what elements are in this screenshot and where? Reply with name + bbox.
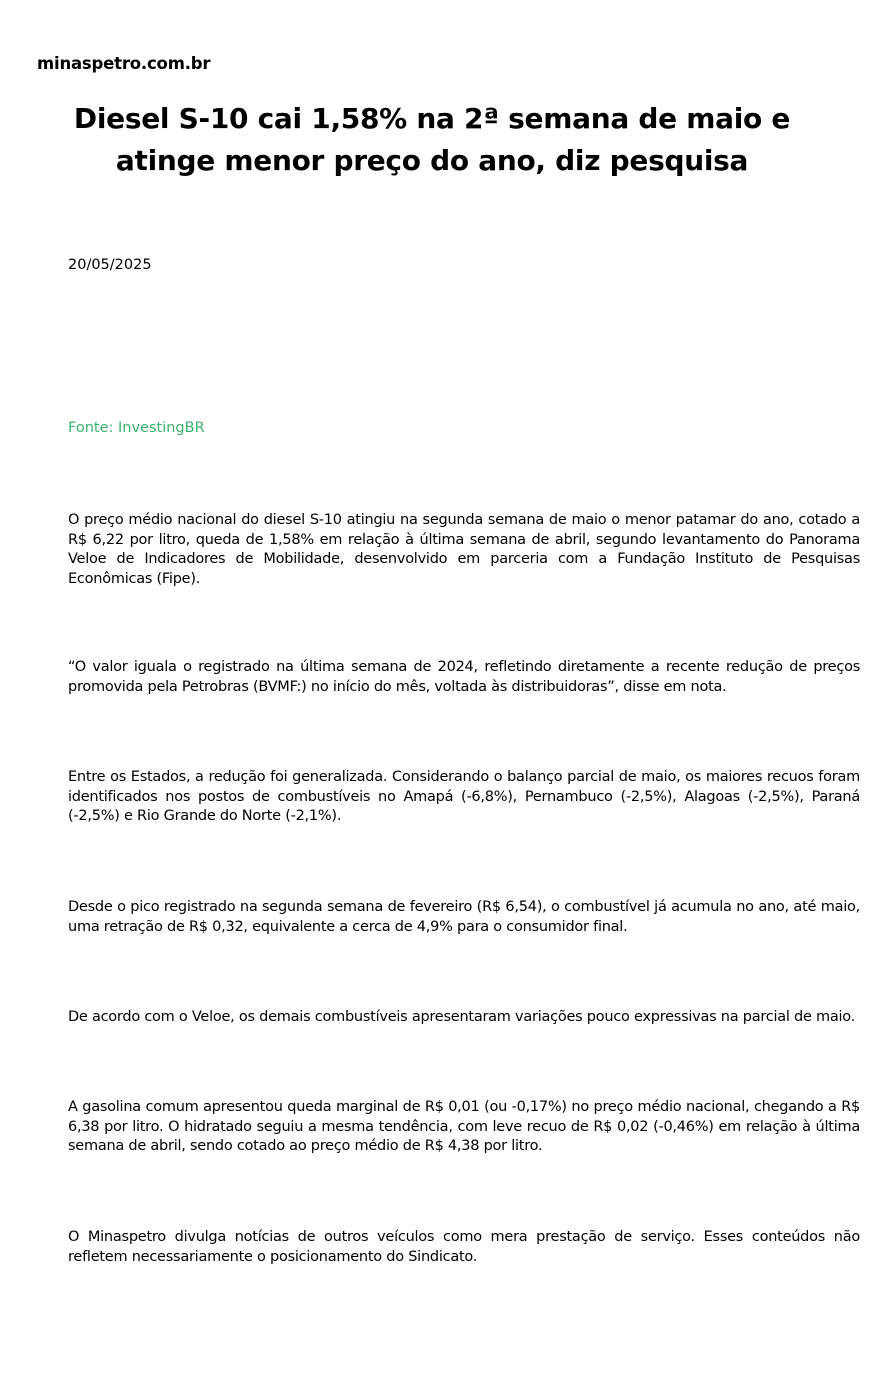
article-paragraph: O preço médio nacional do diesel S-10 atingiu na segunda semana de maio o menor patamar do ano, cotado a R$ 6,22 por litro, queda de 1,58% em relação à última semana de abril, segundo levantamento do Panorama Veloe de Indicadores de Mobilidade, desenvolvido em parceria com a Fundação Instituto de Pesquisas Econômicas (Fipe). [68, 512, 860, 587]
site-name: minaspetro.com.br [37, 54, 211, 73]
article-paragraph: De acordo com o Veloe, os demais combustíveis apresentaram variações pouco expressivas na parcial de maio. [68, 1009, 855, 1025]
article-title: Diesel S-10 cai 1,58% na 2ª semana de maio e atinge menor preço do ano, diz pesquisa [73, 102, 791, 177]
article-source: Fonte: InvestingBR [68, 420, 205, 436]
article-paragraph: “O valor iguala o registrado na última semana de 2024, refletindo diretamente a recente redução de preços promovida pela Petrobras (BVMF:) no início do mês, voltada às distribuidoras”, disse em nota. [68, 659, 860, 695]
article-paragraph: Desde o pico registrado na segunda semana de fevereiro (R$ 6,54), o combustível já acumula no ano, até maio, uma retração de R$ 0,32, equivalente a cerca de 4,9% para o consumidor final. [68, 899, 860, 935]
article-paragraph: Entre os Estados, a redução foi generalizada. Considerando o balanço parcial de maio, os maiores recuos foram identificados nos postos de combustíveis no Amapá (-6,8%), Pernambuco (-2,5%), Alagoas (-2,5%), Paraná (-2,5%) e Rio Grande do Norte (-2,1%). [68, 769, 860, 824]
disclaimer-paragraph: O Minaspetro divulga notícias de outros veículos como mera prestação de serviço. Esses conteúdos não refletem necessariamente o posicionamento do Sindicato. [68, 1229, 860, 1265]
article-date: 20/05/2025 [68, 257, 152, 273]
article-paragraph: A gasolina comum apresentou queda marginal de R$ 0,01 (ou -0,17%) no preço médio nacional, chegando a R$ 6,38 por litro. O hidratado seguiu a mesma tendência, com leve recuo de R$ 0,02 (-0,46%) em relação à última semana de abril, sendo cotado ao preço médio de R$ 4,38 por litro. [68, 1099, 860, 1154]
